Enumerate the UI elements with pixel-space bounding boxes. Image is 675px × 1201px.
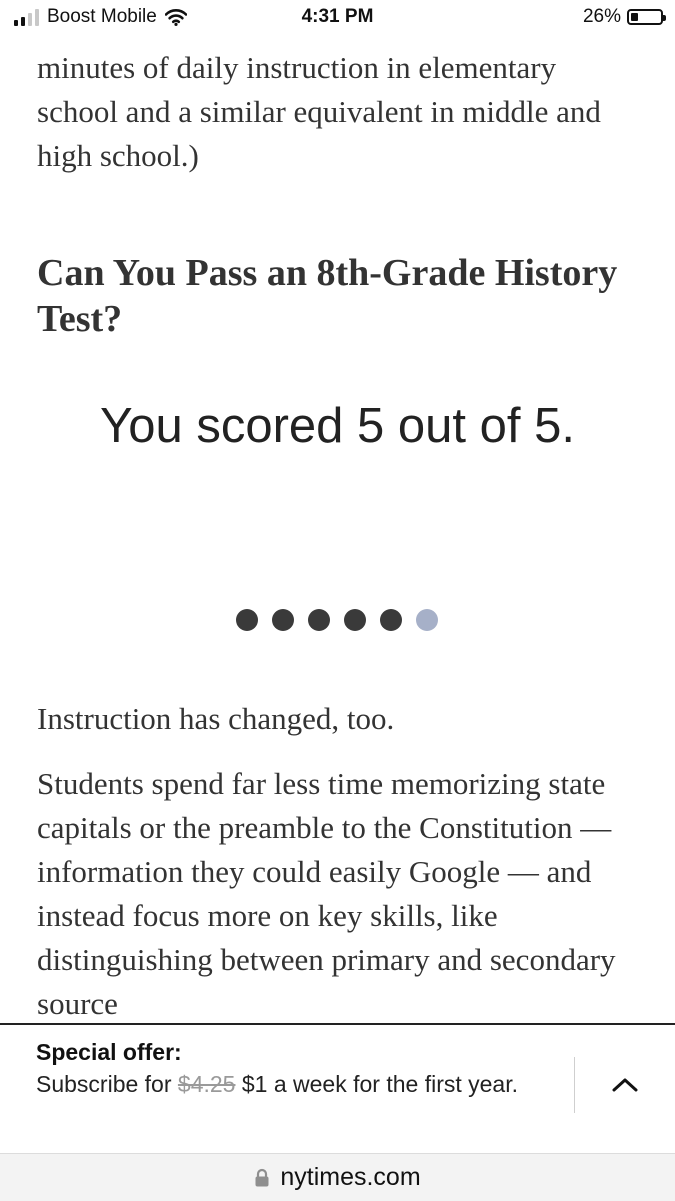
quiz-title-link[interactable]: Can You Pass an 8th-Grade History Test?	[37, 252, 618, 340]
pagination-dot[interactable]	[236, 609, 258, 631]
article-paragraph: Instruction has changed, too.	[37, 701, 395, 736]
article-paragraph: minutes of daily instruction in elementary school and a similar equivalent in middle and high school.)	[37, 50, 601, 173]
offer-text-prefix: Subscribe for	[36, 1071, 178, 1097]
url-text[interactable]: nytimes.com	[280, 1163, 421, 1191]
battery-level	[631, 13, 638, 21]
expand-banner-button[interactable]	[600, 1065, 650, 1105]
old-price: $4.25	[177, 1071, 236, 1097]
status-right	[583, 6, 663, 28]
offer-text[interactable]	[36, 1069, 556, 1100]
offer-text-suffix: $1 a week for the first year.	[235, 1071, 518, 1097]
pagination-dot[interactable]	[344, 609, 366, 631]
quiz-score: You scored 5 out of 5.	[100, 399, 575, 453]
offer-title: Special offer:	[36, 1039, 182, 1065]
carrier-name: Boost Mobile	[47, 6, 157, 27]
quiz-pagination[interactable]	[236, 609, 438, 631]
banner-divider	[574, 1057, 575, 1113]
chevron-up-icon	[612, 1077, 638, 1093]
lock-icon	[254, 1168, 270, 1188]
pagination-dot[interactable]	[380, 609, 402, 631]
pagination-dot[interactable]	[272, 609, 294, 631]
pagination-dot[interactable]	[308, 609, 330, 631]
status-bar	[0, 0, 675, 38]
status-time: 4:31 PM	[301, 6, 374, 27]
browser-url-bar[interactable]	[0, 1153, 675, 1201]
article-paragraph: Students spend far less time memorizing state capitals or the preamble to the Constitution — information they could easily Google — and instead focus more on key skills, like distinguishing between primary and secondary source	[37, 766, 616, 1021]
battery-percent: 26%	[582, 6, 621, 27]
battery-icon	[627, 9, 663, 25]
subscription-banner[interactable]	[0, 1023, 675, 1155]
pagination-dot[interactable]	[416, 609, 438, 631]
